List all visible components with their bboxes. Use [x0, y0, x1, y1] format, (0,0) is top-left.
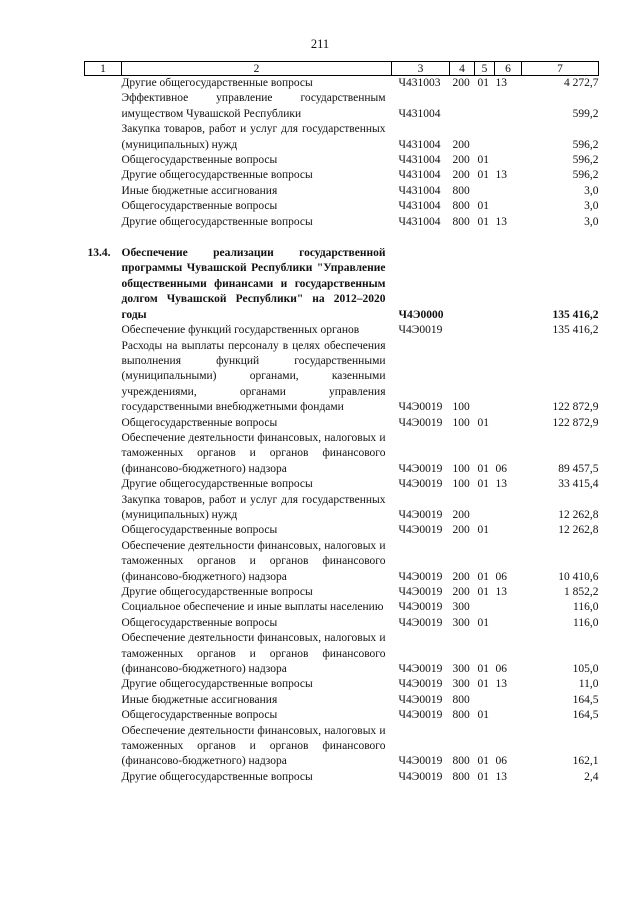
amount: 135 416,2 [552, 308, 599, 321]
section: 01 [477, 663, 489, 676]
page-number: 211 [310, 37, 330, 51]
table-row [85, 477, 599, 492]
amount: 12 262,8 [558, 524, 599, 537]
expense-type: 800 [452, 755, 470, 768]
target-code: Ч4Э0019 [398, 524, 443, 537]
amount [522, 230, 599, 246]
subsection: 13 [495, 586, 507, 598]
row-number [85, 76, 122, 92]
table-row [85, 168, 599, 183]
table-row [85, 631, 599, 677]
table-row [85, 493, 599, 524]
row-number [85, 523, 122, 538]
row-name [122, 230, 392, 246]
table-row [85, 585, 599, 600]
amount: 596,2 [572, 138, 599, 151]
section [475, 693, 495, 708]
amount: 596,2 [572, 154, 599, 167]
header-col-3: 3 [392, 62, 450, 76]
row-number [85, 616, 122, 631]
amount: 599,2 [572, 107, 599, 120]
section: 01 [477, 77, 489, 89]
section: 01 [477, 462, 489, 475]
expense-type: 200 [452, 508, 470, 521]
table-row [85, 677, 599, 692]
target-code: Ч431004 [398, 184, 441, 197]
expense-type: 200 [452, 586, 470, 598]
row-number [85, 770, 122, 785]
row-number [85, 693, 122, 708]
section: 01 [477, 586, 489, 598]
row-number [85, 539, 122, 585]
row-number [85, 215, 122, 230]
row-name: Обеспечение деятельности финансовых, налоговых и таможенных органов и органов финансового (финансово-бюджетного) надзора [121, 431, 386, 475]
table-row [85, 693, 599, 708]
expense-type: 300 [452, 601, 470, 614]
subsection [495, 708, 522, 723]
amount: 12 262,8 [558, 508, 599, 521]
target-code: Ч4Э0019 [398, 416, 443, 429]
section [475, 323, 495, 338]
table-body [85, 76, 599, 786]
row-number [85, 600, 122, 615]
amount: 122 872,9 [552, 416, 599, 429]
row-name: Расходы на выплаты персоналу в целях обеспечения выполнения функций государственными (муниципальными) органами, казенными учреждениями, органами управления государственными внебюджетными фондами [121, 339, 386, 414]
target-code: Ч431004 [398, 200, 441, 213]
target-code: Ч431004 [398, 169, 441, 182]
header-col-1: 1 [85, 62, 122, 76]
subsection [495, 153, 522, 168]
table-row [85, 91, 599, 122]
amount: 116,0 [573, 616, 599, 629]
expense-type: 200 [452, 524, 470, 537]
expense-type: 300 [452, 616, 470, 629]
section: 01 [477, 215, 489, 228]
section: 01 [477, 755, 489, 768]
row-number [85, 631, 122, 677]
target-code: Ч4Э0019 [398, 616, 443, 629]
subsection [495, 693, 522, 708]
header-col-5: 5 [475, 62, 495, 76]
section: 01 [477, 200, 489, 213]
section: 01 [477, 616, 489, 629]
section [475, 91, 495, 122]
row-name: Общегосударственные вопросы [121, 154, 278, 167]
target-code: Ч4Э0019 [398, 324, 443, 337]
table-row [85, 616, 599, 631]
subsection [495, 600, 522, 615]
expense-type [450, 323, 475, 338]
header-col-4: 4 [450, 62, 475, 76]
expense-type: 100 [452, 478, 470, 491]
subsection [495, 122, 522, 153]
section: 01 [477, 478, 489, 491]
header-row [85, 62, 599, 76]
row-name: Социальное обеспечение и иные выплаты населению [121, 601, 384, 614]
subsection: 13 [495, 678, 507, 691]
subsection [495, 339, 522, 416]
section: 01 [477, 709, 489, 722]
expense-type [450, 230, 475, 246]
target-code: Ч4Э0019 [398, 570, 443, 583]
row-name: Общегосударственные вопросы [121, 524, 278, 537]
target-code: Ч4Э0019 [398, 678, 443, 691]
subsection [495, 523, 522, 538]
table-row [85, 215, 599, 230]
amount: 3,0 [584, 215, 599, 228]
table-row [85, 246, 599, 323]
target-code: Ч431004 [398, 154, 441, 167]
table-row [85, 770, 599, 785]
row-number [85, 199, 122, 214]
subsection: 06 [495, 755, 507, 768]
section: 01 [477, 570, 489, 583]
row-name: Другие общегосударственные вопросы [121, 77, 313, 89]
expense-type: 100 [452, 401, 470, 414]
table-row [85, 708, 599, 723]
target-code: Ч4Э0019 [398, 663, 443, 676]
subsection: 06 [495, 663, 507, 676]
section: 01 [477, 416, 489, 429]
expense-type: 300 [452, 678, 470, 691]
expense-type: 800 [452, 709, 470, 722]
amount: 596,2 [572, 169, 599, 182]
target-code: Ч4Э0019 [398, 693, 443, 706]
row-name: Общегосударственные вопросы [121, 616, 278, 629]
table-row [85, 523, 599, 538]
amount: 10 410,6 [558, 570, 599, 583]
amount: 3,0 [584, 200, 599, 213]
section [475, 246, 495, 323]
header-col-2: 2 [122, 62, 392, 76]
section: 01 [477, 154, 489, 167]
spacer-row [85, 230, 599, 246]
amount: 11,0 [578, 678, 599, 691]
expense-type: 200 [452, 77, 470, 89]
expense-type: 100 [452, 462, 470, 475]
amount: 135 416,2 [552, 324, 599, 337]
row-name: Другие общегосударственные вопросы [121, 678, 313, 691]
section [475, 339, 495, 416]
section: 01 [477, 678, 489, 691]
section: 01 [477, 524, 489, 537]
table-row [85, 184, 599, 199]
expense-type: 800 [452, 215, 470, 228]
row-name: Другие общегосударственные вопросы [121, 770, 313, 783]
row-name: Обеспечение реализации государственной программы Чувашской Республики "Управление общественными финансами и государственным долгом Чувашской Республики" на 2012–2020 годы [121, 247, 386, 321]
target-code: Ч4Э0019 [398, 586, 443, 598]
expense-type: 800 [452, 770, 470, 783]
section [475, 122, 495, 153]
expense-type: 200 [452, 138, 470, 151]
row-name: Общегосударственные вопросы [121, 416, 278, 429]
subsection [495, 246, 522, 323]
amount: 162,1 [572, 755, 599, 768]
row-name: Обеспечение деятельности финансовых, налоговых и таможенных органов и органов финансового (финансово-бюджетного) надзора [121, 539, 386, 583]
row-number [85, 339, 122, 416]
expense-type: 800 [452, 184, 470, 197]
section [475, 184, 495, 199]
target-code: Ч431004 [398, 215, 441, 228]
section [475, 230, 495, 246]
section: 01 [477, 770, 489, 783]
amount: 105,0 [572, 663, 599, 676]
subsection: 13 [495, 478, 507, 491]
subsection: 06 [495, 570, 507, 583]
row-number [85, 91, 122, 122]
row-name: Общегосударственные вопросы [121, 200, 278, 213]
row-name: Закупка товаров, работ и услуг для государственных (муниципальных) нужд [121, 123, 386, 151]
subsection [495, 184, 522, 199]
section [475, 600, 495, 615]
header-col-7: 7 [522, 62, 599, 76]
amount: 122 872,9 [552, 401, 599, 414]
row-name: Обеспечение деятельности финансовых, налоговых и таможенных органов и органов финансового (финансово-бюджетного) надзора [121, 724, 386, 768]
target-code: Ч4Э0019 [398, 709, 443, 722]
table-row [85, 416, 599, 431]
row-name: Общегосударственные вопросы [121, 709, 278, 722]
row-name: Другие общегосударственные вопросы [121, 169, 313, 182]
target-code: Ч4Э0019 [398, 462, 443, 475]
subsection [495, 493, 522, 524]
amount: 164,5 [572, 693, 599, 706]
table-row [85, 199, 599, 214]
table-row [85, 153, 599, 168]
row-number [85, 677, 122, 692]
amount: 2,4 [584, 770, 599, 783]
subsection [495, 323, 522, 338]
subsection: 13 [495, 215, 507, 228]
expense-type: 200 [452, 570, 470, 583]
subsection: 13 [495, 169, 507, 182]
target-code: Ч4Э0019 [398, 601, 443, 614]
target-code: Ч4Э0019 [398, 508, 443, 521]
row-number [85, 122, 122, 153]
row-name: Обеспечение деятельности финансовых, налоговых и таможенных органов и органов финансового (финансово-бюджетного) надзора [121, 632, 386, 676]
subsection [495, 230, 522, 246]
table-row [85, 122, 599, 153]
target-code: Ч431004 [398, 107, 441, 120]
table-row [85, 724, 599, 770]
expense-type [450, 246, 475, 323]
table-row [85, 76, 599, 92]
table-row [85, 600, 599, 615]
row-name: Закупка товаров, работ и услуг для государственных (муниципальных) нужд [121, 493, 386, 521]
table-row [85, 431, 599, 477]
amount: 1 852,2 [564, 586, 599, 598]
table-row [85, 539, 599, 585]
budget-table [84, 61, 599, 785]
amount: 89 457,5 [558, 462, 599, 475]
row-name: Иные бюджетные ассигнования [121, 184, 278, 197]
expense-type [450, 91, 475, 122]
target-code: Ч4Э0019 [398, 401, 443, 414]
header-col-6: 6 [495, 62, 522, 76]
row-number [85, 416, 122, 431]
expense-type: 200 [452, 169, 470, 182]
amount: 116,0 [573, 601, 599, 614]
row-number [85, 585, 122, 600]
subsection [495, 199, 522, 214]
amount: 164,5 [572, 709, 599, 722]
section [475, 493, 495, 524]
expense-type: 100 [452, 416, 470, 429]
expense-type: 800 [452, 200, 470, 213]
target-code: Ч4Э0000 [398, 308, 444, 321]
subsection: 13 [495, 77, 507, 89]
target-code: Ч431004 [398, 138, 441, 151]
amount: 4 272,7 [564, 77, 599, 89]
row-number [85, 708, 122, 723]
subsection: 06 [495, 462, 507, 475]
section: 01 [477, 169, 489, 182]
subsection: 13 [495, 770, 507, 783]
amount: 33 415,4 [558, 478, 599, 491]
row-number [85, 153, 122, 168]
row-number [85, 431, 122, 477]
target-code: Ч4Э0019 [398, 478, 443, 491]
subsection [495, 91, 522, 122]
amount: 3,0 [584, 184, 599, 197]
row-number: 13.4. [87, 247, 111, 260]
target-code: Ч431003 [398, 77, 441, 89]
row-name: Иные бюджетные ассигнования [121, 693, 278, 706]
row-number [85, 477, 122, 492]
row-name: Обеспечение функций государственных органов [121, 324, 360, 337]
target-code: Ч4Э0019 [398, 770, 443, 783]
row-number [85, 323, 122, 338]
expense-type: 300 [452, 663, 470, 676]
row-name: Эффективное управление государственным имуществом Чувашской Республики [121, 92, 386, 120]
row-number [85, 168, 122, 183]
expense-type: 200 [452, 154, 470, 167]
expense-type: 800 [452, 693, 470, 706]
row-number [85, 493, 122, 524]
table-row [85, 323, 599, 338]
row-name: Другие общегосударственные вопросы [121, 215, 313, 228]
row-name: Другие общегосударственные вопросы [121, 586, 313, 598]
target-code [392, 230, 450, 246]
row-number [85, 724, 122, 770]
row-number [85, 184, 122, 199]
row-name: Другие общегосударственные вопросы [121, 478, 313, 491]
target-code: Ч4Э0019 [398, 755, 443, 768]
table-row [85, 339, 599, 416]
subsection [495, 416, 522, 431]
row-number [85, 230, 122, 246]
subsection [495, 616, 522, 631]
